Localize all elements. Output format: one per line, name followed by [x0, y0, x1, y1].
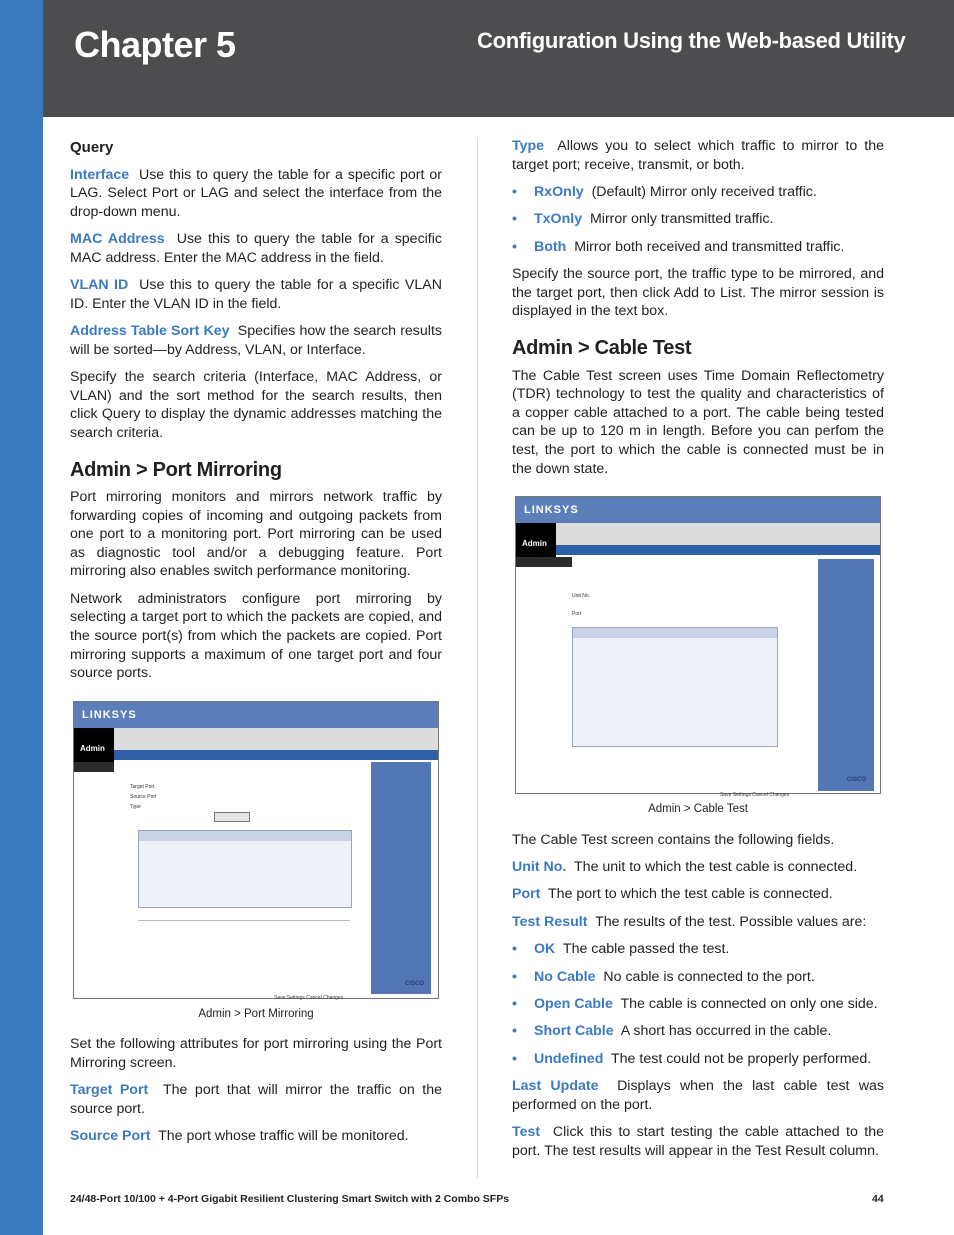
test-text: Click this to start testing the cable attached to the port. The test results will appear in the Test Result column. [512, 1124, 884, 1159]
linksys-logo: LINKSYS [524, 504, 579, 517]
figure-cancel-label: Cancel Changes [306, 994, 344, 1001]
unit-paragraph [512, 858, 884, 877]
port-mirroring-screenshot [73, 701, 439, 999]
left-accent-bar [0, 0, 43, 1235]
test-result-text: The results of the test. Possible values are: [595, 913, 867, 930]
right-column [512, 137, 884, 1169]
cisco-logo: CISCO [846, 776, 866, 783]
figure-help-panel [818, 559, 874, 791]
page-number: 44 [872, 1193, 884, 1205]
set-attributes-paragraph: Set the following attributes for port mirroring using the Port Mirroring screen. [70, 1036, 442, 1072]
column-divider [477, 138, 478, 1178]
figure-table-header [573, 628, 777, 638]
mac-paragraph [70, 230, 442, 267]
figure-menu-bar [556, 523, 880, 546]
cable-test-heading: Admin > Cable Test [512, 336, 692, 359]
sort-term: Address Table Sort Key [70, 323, 230, 340]
figure-header-bar [74, 702, 438, 728]
mac-term: MAC Address [70, 231, 165, 248]
last-update-term: Last Update [512, 1078, 599, 1095]
figure-menu-bar [114, 728, 438, 751]
specify-paragraph: Specify the search criteria (Interface, MAC Address, or VLAN) and the sort method for the search results, then click Query to display the dynamic addresses matching the search criteria. [70, 369, 442, 441]
type-bullet-list [512, 183, 884, 256]
bullet-text: The test could not be properly performed. [611, 1050, 872, 1067]
figure-field-label: Port [572, 611, 582, 618]
bullet-text: The cable passed the test. [562, 941, 730, 958]
figure-save-label: Save Settings [720, 792, 751, 799]
figure-add-to-list-button [214, 812, 250, 822]
figure-nav-strip [516, 557, 572, 567]
target-port-term: Target Port [70, 1082, 149, 1099]
type-text: Allows you to select which traffic to mirror to the target port; receive, transmit, or both. [512, 138, 884, 173]
figure-admin-tab: Admin [74, 728, 114, 762]
figure-save-label: Save Settings [274, 994, 305, 1001]
result-bullet-list [512, 940, 884, 1068]
bullet-text: No cable is connected to the port. [603, 968, 815, 985]
source-port-text: The port whose traffic will be monitored. [158, 1128, 409, 1145]
list-item [512, 1022, 884, 1041]
bullet-term: OK [534, 941, 556, 958]
footer-product: 24/48-Port 10/100 + 4-Port Gigabit Resilient Clustering Smart Switch with 2 Combo SFPs [70, 1193, 510, 1205]
bullet-text: The cable is connected on only one side. [620, 996, 878, 1013]
bullet-term: RxOnly [534, 183, 584, 200]
port-term: Port [512, 886, 541, 903]
figure-field-label: Unit No. [572, 593, 591, 600]
vlan-paragraph [70, 276, 442, 313]
interface-term: Interface [70, 166, 130, 183]
port-paragraph [512, 885, 884, 904]
list-item [512, 940, 884, 959]
mac-text: Use this to query the table for a specific MAC address. Enter the MAC address in the field. [70, 231, 442, 266]
figure-line [138, 920, 350, 921]
figure-table-header [139, 831, 351, 841]
test-result-term: Test Result [512, 913, 588, 930]
figure-save-cancel [720, 786, 789, 805]
vlan-text: Use this to query the table for a specific VLAN ID. Enter the VLAN ID in the field. [70, 277, 442, 312]
figure-cancel-label: Cancel Changes [752, 792, 790, 799]
figure-mirror-table [138, 830, 352, 908]
test-result-paragraph [512, 913, 884, 932]
figure-nav-strip [74, 762, 114, 772]
cable-fields-paragraph: The Cable Test screen contains the following fields. [512, 831, 835, 848]
section-title: Configuration Using the Web-based Utility [477, 28, 906, 53]
source-port-term: Source Port [70, 1128, 151, 1145]
last-update-paragraph [512, 1077, 884, 1114]
bullet-term: Short Cable [534, 1023, 614, 1040]
port-text: The port to which the test cable is connected. [548, 886, 833, 903]
figure-help-panel [371, 762, 431, 994]
source-port-paragraph [70, 1127, 442, 1146]
list-item [512, 995, 884, 1014]
figure-submenu-bar [556, 545, 880, 555]
figure-field-label: Target Port [130, 783, 155, 790]
bullet-text: (Default) Mirror only received traffic. [591, 183, 817, 200]
linksys-logo: LINKSYS [82, 708, 137, 721]
list-item [512, 968, 884, 987]
type-paragraph [512, 137, 884, 174]
figure-submenu-bar [114, 750, 438, 760]
port-mirroring-caption: Admin > Port Mirroring [198, 1007, 314, 1020]
port-mirroring-heading: Admin > Port Mirroring [70, 458, 282, 481]
list-item [512, 238, 884, 257]
interface-paragraph [70, 166, 442, 222]
cable-test-caption: Admin > Cable Test [648, 803, 748, 816]
target-port-text: The port that will mirror the traffic on the source port. [70, 1082, 442, 1117]
last-update-text: Displays when the last cable test was performed on the port. [512, 1078, 884, 1113]
unit-term: Unit No. [512, 859, 567, 876]
bullet-term: Both [534, 238, 567, 255]
list-item [512, 183, 884, 202]
port-mirroring-paragraph-1: Port mirroring monitors and mirrors network traffic by forwarding copies of incoming and outgoing packets from one port to a monitoring port. Port mirroring can be used as diagnostic tool and/or a debugging feature. Port mirroring also enables switch performance monitoring. [70, 489, 442, 580]
bullet-term: Undefined [534, 1050, 604, 1067]
list-item [512, 1050, 884, 1069]
test-paragraph [512, 1123, 884, 1160]
query-heading: Query [70, 139, 114, 156]
bullet-term: No Cable [534, 968, 596, 985]
chapter-title: Chapter 5 [74, 24, 236, 65]
figure-admin-tab: Admin [516, 523, 556, 557]
figure-field-label: Source Port [130, 793, 157, 800]
sort-text: Specifies how the search results will be sorted—by Address, VLAN, or Interface. [70, 323, 442, 358]
unit-text: The unit to which the test cable is connected. [574, 859, 858, 876]
cable-test-intro: The Cable Test screen uses Time Domain Reflectometry (TDR) technology to test the quality and characteristics of a copper cable attached to a port. The cable being tested can be up to 120 m in length. Before you can perfom the test, the port to which the cable is connected must be in the down state. [512, 367, 884, 477]
sort-paragraph [70, 322, 442, 359]
bullet-text: A short has occurred in the cable. [620, 1023, 832, 1040]
figure-field-label: Type [130, 803, 141, 810]
cable-test-screenshot [515, 496, 881, 799]
list-item [512, 210, 884, 229]
left-column [70, 139, 442, 1155]
figure-header-bar [516, 497, 880, 523]
interface-text: Use this to query the table for a specific port or LAG. Select Port or LAG and select the interface from the drop-down menu. [70, 166, 442, 220]
test-term: Test [512, 1124, 541, 1141]
specify-source-paragraph: Specify the source port, the traffic type to be mirrored, and the target port, then click Add to List. The mirror session is displayed in the text box. [512, 266, 884, 320]
cisco-logo: CISCO [404, 981, 424, 988]
bullet-text: Mirror both received and transmitted traffic. [574, 238, 845, 255]
bullet-term: Open Cable [534, 996, 613, 1013]
figure-save-cancel [274, 989, 343, 1008]
figure-cable-table [572, 627, 778, 747]
bullet-text: Mirror only transmitted traffic. [589, 211, 774, 228]
bullet-term: TxOnly [534, 211, 583, 228]
type-term: Type [512, 138, 545, 154]
target-port-paragraph [70, 1081, 442, 1118]
port-mirroring-paragraph-2: Network administrators configure port mirroring by selecting a target port to which the packets are copied, and the source port(s) from which the packets are copied. Port mirroring supports a maximum of one target port and four source ports. [70, 590, 442, 682]
vlan-term: VLAN ID [70, 277, 129, 294]
